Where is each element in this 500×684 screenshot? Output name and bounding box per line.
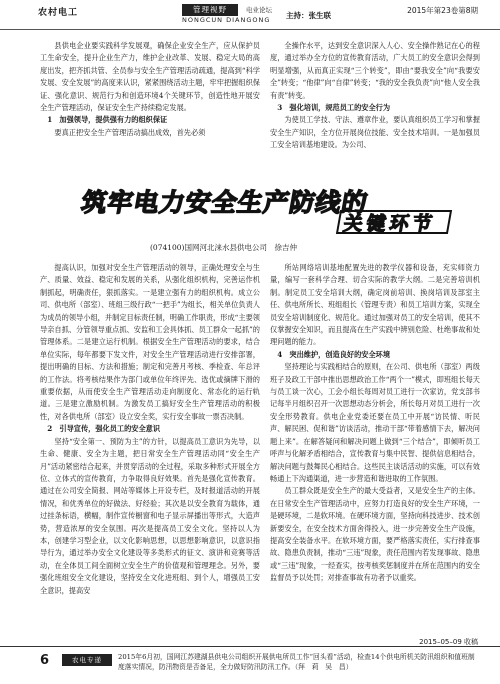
section-heading: 4 突出维护，创造良好的安全环境	[277, 349, 391, 359]
top-right-column	[270, 40, 480, 178]
body-right-column	[270, 262, 480, 634]
paragraph: 坚持理论与实践相结合的原则，在公司、供电所（部室）两级班子及政工干部中推出思想政治工作“两个一”模式，即班组长每天与员工谈一次心，工会小组长每周对员工进行一次家访，党支部书记每半月组织召开一次思想动态分析会，所长每月对员工进行一次安全形势教育。供电企业党委还要在员工中开展“访民情、听民声、解民困、促和谐”访谈活动，推动干部“带着感情下去，解决问题上来”。在解答疑问和解决问题上做到“三个结合”，即倾听员工呼声与化解矛盾相结合，宣传教育与集中民智、提供信息相结合，解决问题与鼓舞民心相结合。这些民主谈话活动的实施，可以有效畅通上下沟通渠道，进一步营造和谐进取的工作氛围。	[270, 362, 480, 483]
column-name: 电业论坛	[246, 6, 272, 14]
page-header	[0, 0, 500, 30]
paragraph: 全操作水平，达到安全意识深入人心、安全操作熟记在心的程度，通过举办全方位的宣传教育活动，广大员工的安全意识会得到明显增强，从而真正实现“三个转变”，即由“要我安全”向“我要安全”转变；“他律”向“自律”转变；“我的安全我负责”向“他人安全我有责”转变。	[270, 41, 480, 100]
paragraph: 坚持“安全第一、预防为主”的方针，以提高员工意识为先导，以生命、健康、安全为主题，把日常安全生产管理活动同“安全生产月”活动紧密结合起来，并贯穿活动的全过程，采取多种形式开展全方位、立体式的宣传教育，力争取得良好效果。首先是强化宣传教育。通过在公司安全简报、网站等媒体上开设专栏，及时报道活动的开展情况，和优秀单位的好做法、好经验；其次是以安全教育为载体，通过挂条标语，横幅，制作宣传橱窗和电子显示屏播出等形式，大造声势，营造浓厚的安全氛围。再次是提高员工安全文化。坚持以人为本，创建学习型企业，以文化影响思想，以思想影响意识，以意识指导行为，通过举办安全文化建设等多类形式的征文、演讲和竞赛等活动，在全体员工间全面树立安全生产的价值观和管理理念。另外，要强化班组安全文化建设，坚持安全文化进班组、到个人，增强员工安全意识，提高安	[40, 436, 260, 595]
received-date: 2015–05–09 收稿	[419, 638, 478, 646]
magazine-brand: 农村电工	[38, 8, 79, 18]
section-heading: 1 加强领导，提供强有力的组织保证	[47, 115, 168, 125]
article-subtitle: 关键环节	[341, 213, 438, 235]
paragraph: 要真正把安全生产管理活动搞出成效，首先必须	[54, 127, 206, 137]
paragraph: 为使员工学技、守法、遵章作业，要认真组织员工学习和掌握安全生产知识，全方位开展岗位技能、安全技术培训。一是加强员工安全培训基地建设。为公司、	[270, 115, 480, 150]
footer-tag: 农电专递	[62, 654, 112, 666]
footer-news: 2015年6月初，国网江苏建湖县供电公司组织开展供电所员工作“回头看”活动，检查14个供电所机关防汛组织和值班制度落实情况，防汛物资是否备足，全力做好防汛防汛工作。（拜 莉 吴 昌）	[118, 653, 475, 671]
section-heading: 3 强化培训，规范员工的安全行为	[277, 103, 391, 113]
column-tag: 管理视野	[182, 4, 238, 16]
article-title: 筑牢电力安全生产防线的	[79, 188, 371, 217]
body-left-column	[40, 262, 260, 634]
paragraph: 所站网络培训基地配置先进的教学仪器和设备，充实师资力量，编写一套科学合理、切合实际的教学大纲。二是完善培训机制。制定员工安全培训大纲，确定岗前培训、换岗培训及部室主任、供电所所长、班组组长（管理专责）和员工培训方案，实现全员安全培训制度化、规范化。通过加强对员工的安全培训，使其不仅掌握安全知识，而且提高在生产实践中辨别危险、杜绝事故和处理问题的能力。	[270, 263, 480, 347]
issue-info: 2015年第23卷第8期	[407, 6, 478, 15]
paragraph: 员工群众既是安全生产的最大受益者，又是安全生产的主体。在日常安全生产管理活动中，应努力打造良好的安全生产环境，一是硬环境，二是软环境。在硬环境方面，坚持向科技进步、技术创新要安全，在安全技术方面舍得投入，进一步完善安全生产设施，提高安全装备水平。在软环境方面，要严格落实责任，实行排查事故、隐患负责制，推动“三违”现象，责任范围内若发现事故、隐患或“三违”现象，一经查实，按考核奖惩制度并在所在范围内的安全监督员予以处罚；对排查事故有功者予以重奖。	[270, 486, 480, 583]
page-number: 6	[40, 653, 50, 668]
article-byline: (074100)国网河北涞水县供电公司 徐吉仲	[150, 243, 297, 252]
top-left-column	[40, 40, 260, 178]
column-host: 主持：张生联	[286, 11, 331, 20]
section-heading: 2 引导宣传，强化员工的安全意识	[47, 424, 161, 434]
column-subtitle: NONGCUN DIANGONG	[182, 16, 271, 24]
page-footer	[0, 646, 500, 684]
paragraph: 县供电企业要实践科学发展观，确保企业安全生产，应从保护员工生命安全，提升企业生产力，维护企业改革、发展、稳定大局的高度出发，把齐抓共管、全员参与安全生产管理活动疏通，提高到“科学发展、安全发展”的高度来认识，紧紧围绕活动主题，牢牢把握组织保证、强化意识、规范行为和创造环境4个关键环节，创造性地开展安全生产管理活动，保证安全生产持续稳定发展。	[40, 41, 260, 113]
paragraph: 提高认识，加强对安全生产管理活动的领导，正确处理安全与生产、质量、效益、稳定和发展的关系，从强化组织机构，完善运作机制抓起，明确责任，狠抓落实。一是建立强有力的组织机构。成立公司、供电所（部室）、班组三级行政“一把手”为组长，相关单位负责人为成员的领导小组，并制定目标责任制，明确工作职责，形成“主要领导亲自抓、分管领导重点抓、安监和工会具体抓、员工群众一起抓”的管理体系。二是建立运行机制。根据安全生产管理活动的要求，结合单位实际，每年都要下发文件，对安全生产管理活动进行安排部署，提出明确的目标、方法和措施；制定和完善月考核、季检查、年总评的工作法。将考核结果作为部门或单位年终评先、选优或摘牌下滑的重要依据，从而使安全生产管理活动走向制度化、常态化的运行轨道。三是建立激励机制。为激发员工搞好安全生产管理活动的积极性，对各供电所（部室）设立安全奖，实行安全事故一票否决制。	[40, 263, 260, 421]
